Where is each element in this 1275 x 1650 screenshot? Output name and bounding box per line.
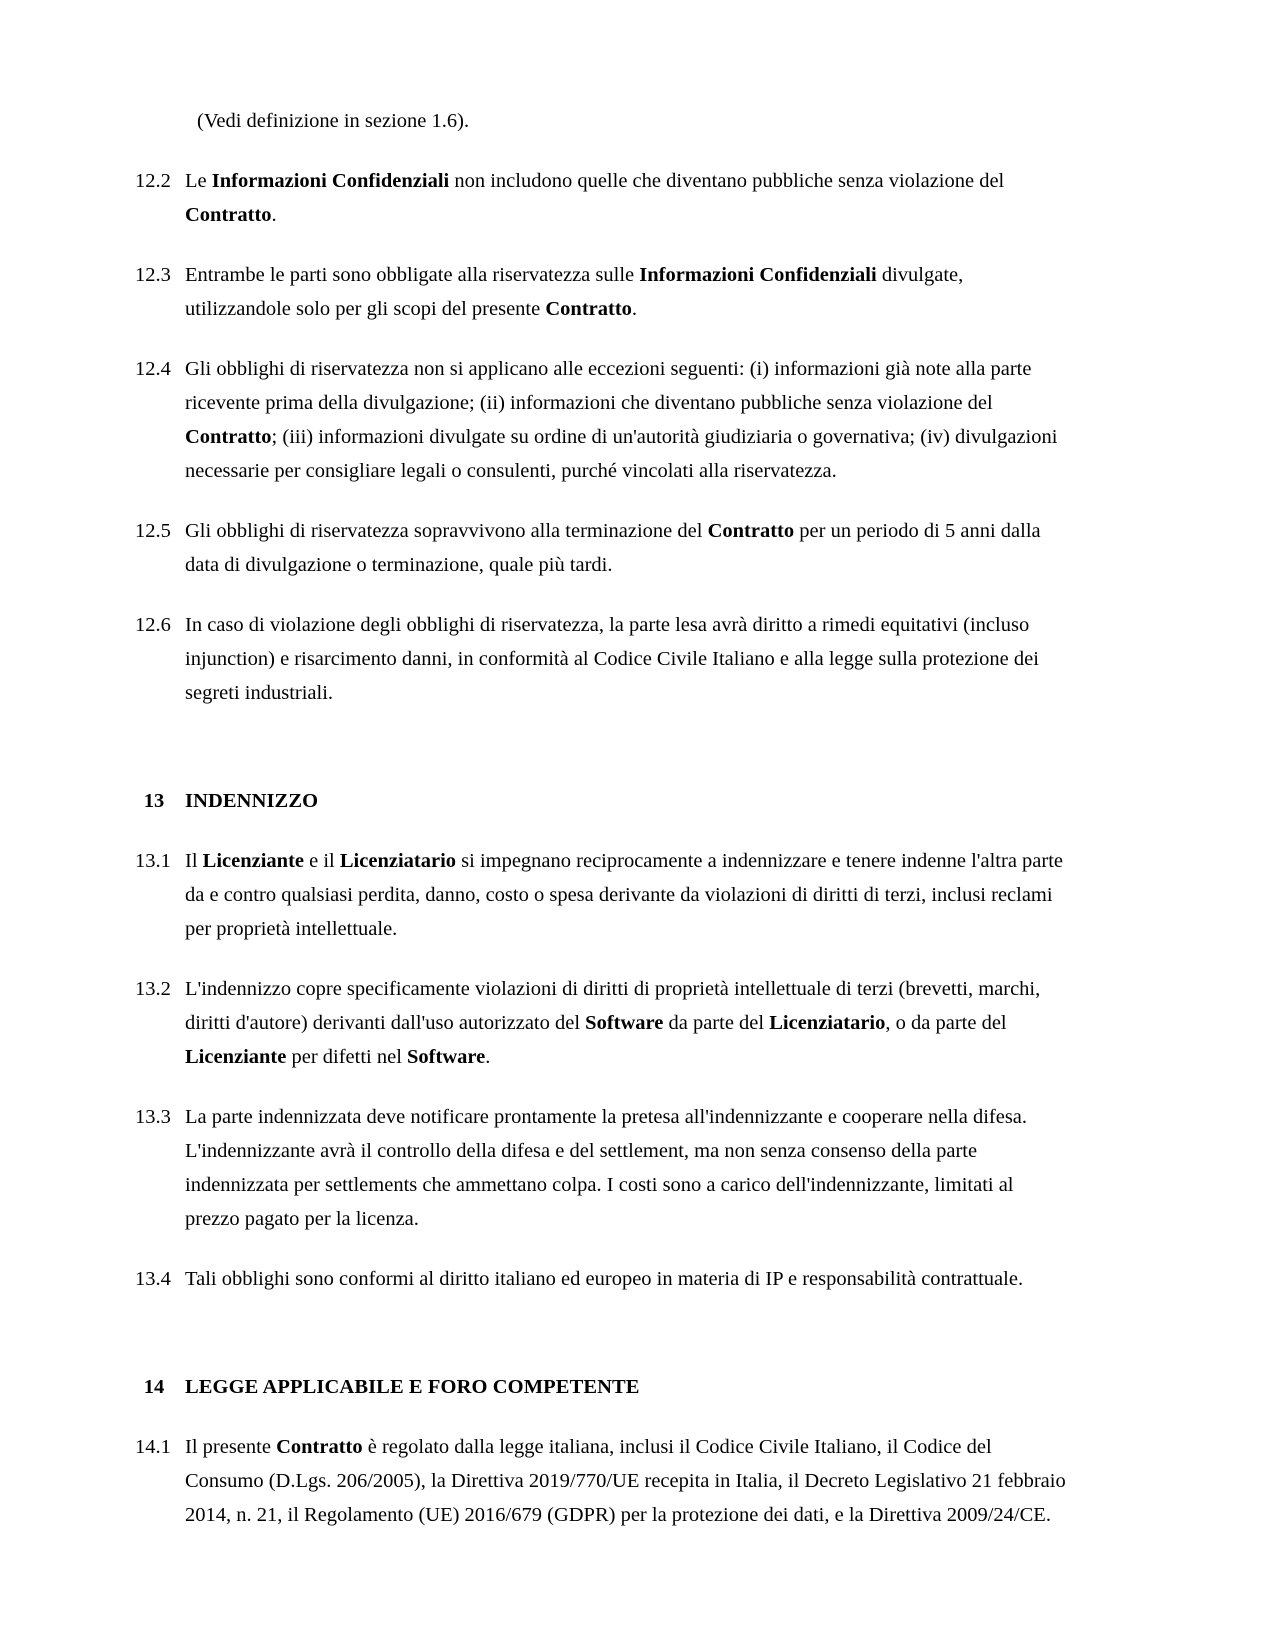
- defined-term: Contratto: [545, 298, 632, 320]
- clause-text-run: .: [271, 204, 277, 226]
- clause-13-4: [135, 1262, 1070, 1296]
- clause-number: 14.1: [135, 1436, 171, 1458]
- section-title-14: LEGGE APPLICABILE E FORO COMPETENTE: [185, 1376, 640, 1398]
- clause-text: [185, 514, 1070, 582]
- clause-text-run: Il presente: [185, 1436, 277, 1458]
- clause-text-run: Gli obblighi di riservatezza sopravvivono alla terminazione del: [185, 520, 708, 542]
- clause-number: 12.2: [135, 170, 171, 192]
- clause-text-run: Il: [185, 850, 203, 872]
- clause-text-run: si impegnano reciprocamente a indennizzare e tenere indenne l'altra parte da e contro qualsiasi perdita, danno, costo o spesa derivante da violazioni di diritti di terzi, inclusi reclami per proprietà intellettuale.: [185, 850, 1064, 940]
- clause-14-1: [135, 1430, 1070, 1532]
- defined-term: Contratto: [185, 426, 272, 448]
- clause-text-run: Entrambe le parti sono obbligate alla riservatezza sulle: [185, 264, 640, 286]
- clause-text: [185, 352, 1070, 488]
- clause-text-run: non includono quelle che diventano pubbliche senza violazione del: [449, 170, 1005, 192]
- clause-text-run: per difetti nel: [286, 1046, 408, 1068]
- clause-text-run: In caso di violazione degli obblighi di riservatezza, la parte lesa avrà diritto a rimedi equitativi (incluso injunction) e risarcimento danni, in conformità al Codice Civile Italiano e alla legge sulla protezione dei segreti industriali.: [185, 614, 1039, 704]
- defined-term: Licenziante: [202, 850, 304, 872]
- clause-text-run: Le: [185, 170, 212, 192]
- clause-text-run: La parte indennizzata deve notificare prontamente la pretesa all'indennizzante e cooperare nella difesa. L'indennizzante avrà il controllo della difesa e del settlement, ma non senza consenso della parte indennizzata per settlements che ammettano colpa. I costi sono a carico dell'indennizzante, limitati al prezzo pagato per la licenza.: [185, 1106, 1028, 1230]
- clause-13-1: [135, 844, 1070, 946]
- clause-number: 13.1: [135, 850, 171, 872]
- defined-term: Licenziatario: [339, 850, 457, 872]
- clause-number: 13.4: [135, 1268, 171, 1290]
- clause-text: [185, 972, 1070, 1074]
- clause-12-5: [135, 514, 1070, 582]
- clause-text: [185, 1262, 1070, 1296]
- defined-term: Contratto: [185, 204, 272, 226]
- clause-text-run: e il: [304, 850, 340, 872]
- clause-number: 12.5: [135, 520, 171, 542]
- clause-continuation-line: (Vedi definizione in sezione 1.6).: [197, 110, 470, 132]
- clause-text-run: divulgate, utilizzandole solo per gli scopi del presente: [185, 264, 964, 320]
- clause-text: [185, 164, 1070, 232]
- clause-text-run: è regolato dalla legge italiana, inclusi il Codice Civile Italiano, il Codice del Consumo (D.Lgs. 206/2005), la Direttiva 2019/770/UE recepita in Italia, il Decreto Legislativo 21 febbraio 2014, n. 21, il Regolamento (UE) 2016/679 (GDPR) per la protezione dei dati, e la Direttiva 2009/24/CE.: [185, 1436, 1066, 1526]
- clause-text: [185, 258, 1070, 326]
- defined-term: Software: [407, 1046, 486, 1068]
- clause-number: 12.4: [135, 358, 171, 380]
- clause-text-run: Gli obblighi di riservatezza non si applicano alle eccezioni seguenti: (i) informazioni già note alla parte ricevente prima della divulgazione; (ii) informazioni che diventano pubbliche senza violazione del: [185, 358, 1032, 414]
- clause-text-run: da parte del: [663, 1012, 770, 1034]
- defined-term: Informazioni Confidenziali: [211, 170, 450, 192]
- clause-13-3: [135, 1100, 1070, 1236]
- clause-number: 12.3: [135, 264, 171, 286]
- defined-term: Informazioni Confidenziali: [639, 264, 877, 286]
- clause-number: 13.2: [135, 978, 171, 1000]
- defined-term: Contratto: [707, 520, 795, 542]
- clause-text-run: .: [485, 1046, 491, 1068]
- clause-text: [185, 1100, 1070, 1236]
- clause-group-14: [135, 1430, 1070, 1532]
- clause-12-6: [135, 608, 1070, 710]
- clause-text: [185, 844, 1070, 946]
- clause-text-run: , o da parte del: [885, 1012, 1007, 1034]
- section-title-13: INDENNIZZO: [185, 790, 319, 812]
- clause-12-2: [135, 164, 1070, 232]
- section-heading-13: [135, 784, 1070, 818]
- clause-number: 13.3: [135, 1106, 171, 1128]
- clause-number: 12.6: [135, 614, 171, 636]
- clause-text-run: .: [631, 298, 638, 320]
- clause-text-run: Tali obblighi sono conformi al diritto italiano ed europeo in materia di IP e responsabilità contrattuale.: [185, 1268, 1024, 1290]
- defined-term: Software: [585, 1012, 664, 1034]
- document-content: [135, 104, 1070, 1532]
- clause-text-run: L'indennizzo copre specificamente violazioni di diritti di proprietà intellettuale di terzi (brevetti, marchi, diritti d'autore) derivanti dall'uso autorizzato del: [185, 978, 1041, 1034]
- clause-text-run: ; (iii) informazioni divulgate su ordine di un'autorità giudiziaria o governativa; (iv) divulgazioni necessarie per consigliare legali o consulenti, purché vincolati alla riservatezza.: [185, 426, 1058, 482]
- clause-12-3: [135, 258, 1070, 326]
- clause-text: [185, 608, 1070, 710]
- clause-text: [185, 1430, 1070, 1532]
- clause-12-4: [135, 352, 1070, 488]
- clause-group-12: [135, 164, 1070, 710]
- clause-group-13: [135, 844, 1070, 1296]
- clause-text-run: per un periodo di 5 anni dalla data di divulgazione o terminazione, quale più tardi.: [185, 520, 1041, 576]
- defined-term: Contratto: [276, 1436, 363, 1458]
- clause-13-2: [135, 972, 1070, 1074]
- section-number-13: 13: [143, 790, 165, 812]
- section-heading-14: [135, 1370, 1070, 1404]
- defined-term: Licenziatario: [769, 1012, 886, 1034]
- defined-term: Licenziante: [185, 1046, 287, 1068]
- section-number-14: 14: [143, 1376, 165, 1398]
